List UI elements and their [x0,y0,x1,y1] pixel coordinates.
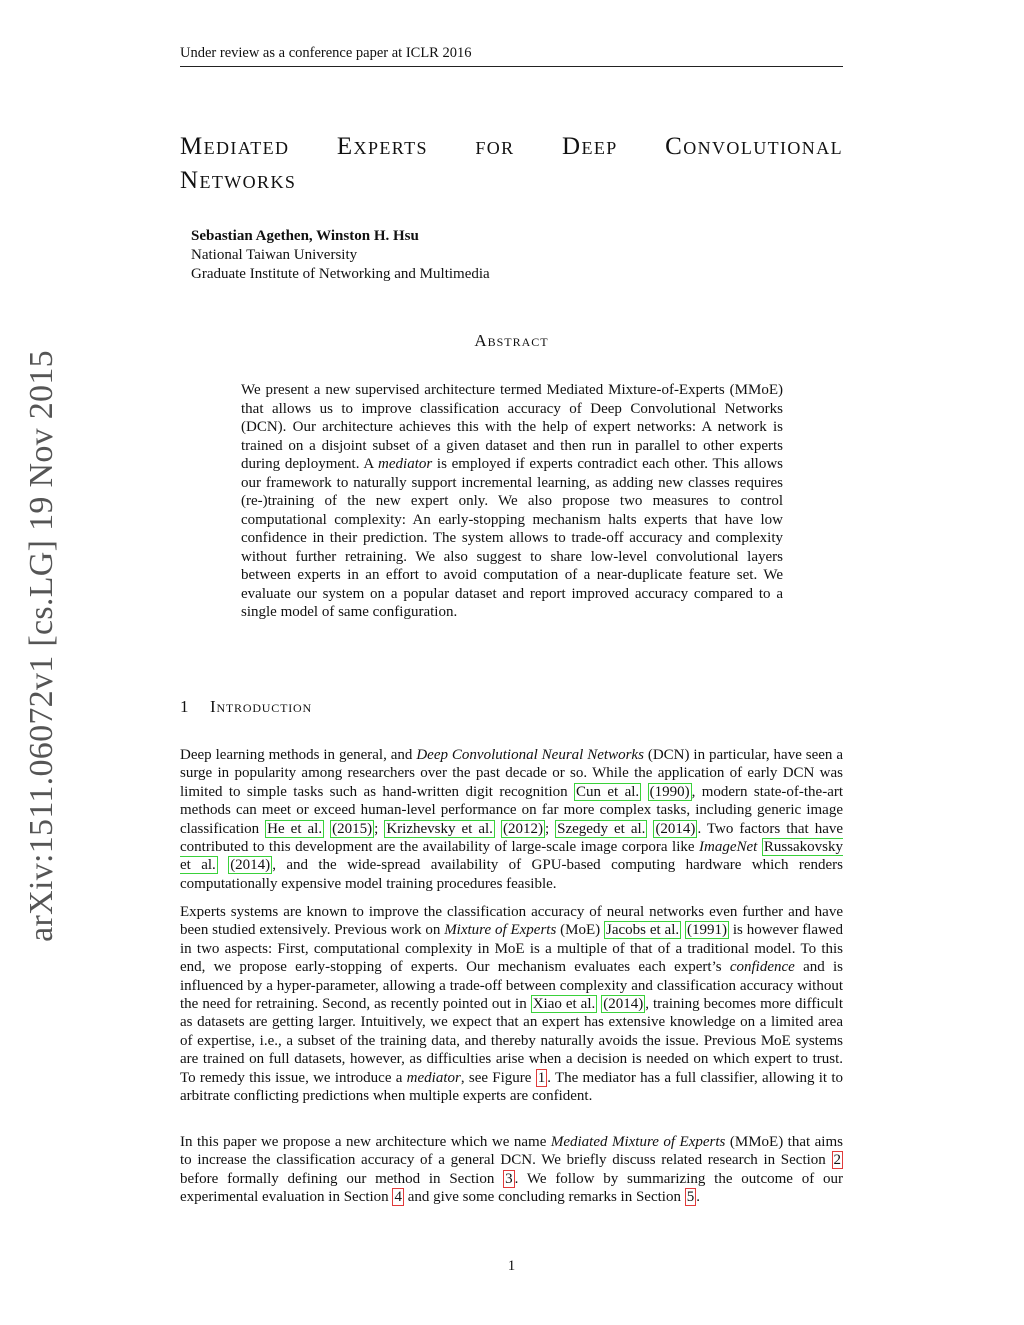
author-block [191,227,791,284]
section-title: Introduction [210,697,312,716]
emphasis: Mediated Mixture of Experts [550,1134,726,1150]
citation-link[interactable]: Jacobs et al. [606,922,680,939]
text-span: . The mediator has a full classifier, allowing it to arbitrate conflicting predictions when multiple experts are confident. [180,1069,843,1105]
paper-title: Mediated Experts for Deep Convolutional [180,133,843,160]
abstract-text-a: We present a new supervised architecture termed Mediated Mixture-of-Experts (MMoE) that allows us to improve classification accuracy of Deep Convolutional Networks (DCN). Our architecture achieves this with the help of expert networks: A network is trained on a disjoint subset of a given dataset and then run in parallel to other experts during deployment. A [241,382,783,472]
text-span: . [696,1189,700,1206]
affiliation-university: National Taiwan University [191,247,358,263]
citation-link[interactable]: He et al. [267,820,323,837]
text-span: . We follow by summarizing the outcome of our experimental evaluation in Section [180,1170,844,1206]
paper-title-line2: Networks [180,167,297,194]
running-head-text: Under review as a conference paper at ICLR 2016 [180,45,472,61]
text-span: , modern state-of-the-art methods can meet or exceed human-level performance on far more complex tasks, including generic image classification [180,783,844,837]
section-ref-link[interactable]: 3 [505,1170,513,1187]
author-names: Sebastian Agethen, Winston H. Hsu [191,228,419,244]
citation-link[interactable]: Cun et al. [576,783,640,800]
citation-year-link[interactable]: (1991) [686,922,727,939]
text-span: before formally defining our method in Section [180,1170,504,1187]
citation-year-link[interactable]: (2014) [655,820,696,837]
citation-year-link[interactable]: (1990) [649,783,690,800]
text-span: (MMoE) that aims to increase the classification accuracy of a general DCN. We briefly discuss related research in Section [180,1134,843,1169]
emphasis: ImageNet [699,839,758,856]
abstract-body [241,381,783,622]
citation-link[interactable]: Russakovsky et al. [180,839,844,874]
section-ref-link[interactable]: 2 [833,1152,841,1169]
affiliation-institute: Graduate Institute of Networking and Multimedia [191,266,490,282]
intro-paragraph-2 [180,903,843,1105]
citation-link[interactable]: Szegedy et al. [557,820,646,837]
arxiv-stamp-text: arXiv:1511.06072v1 [cs.LG] 19 Nov 2015 [23,350,60,942]
text-span: Deep learning methods in general, and [180,747,417,763]
text-span: (DCN) in particular, have seen a surge in popularity among researchers over the past decade or so. While the application of early DCN was limited to simple tasks such as hand-written digit recognition [180,747,843,800]
citation-link[interactable]: Krizhevsky et al. [386,820,493,837]
section-heading-introduction [180,696,843,718]
text-span: In this paper we propose a new architecture which we name [180,1134,551,1150]
intro-paragraph-3 [180,1133,843,1207]
text-span: (MoE) [556,922,605,939]
text-span: , see Figure [460,1069,536,1086]
abstract-emphasis: mediator [378,456,433,472]
text-span: Experts systems are known to improve the classification accuracy of neural networks even further and have been studied extensively. Previous work on [180,904,843,939]
text-span: , training becomes more difficult as datasets are getting larger. Intuitively, we expect that an expert has extensive knowledge on a limited area of expertise, i.e., a subset of the training data, and thereby naturally avoids the issue. Previous MoE systems are trained on full datasets, however, as difficulties arise when a decision is needed on which expert to trust. To remedy this issue, we introduce a [180,996,843,1086]
abstract-text-b: is employed if experts contradict each other. This allows our framework to naturally support incremental learning, as adding new classes requires (re-)training of the new expert only. We also propose two measures to control computational complexity: An early-stopping mechanism halts experts that have low confidence in their prediction. The system allows to trade-off accuracy and complexity without further retraining. We also suggest to share low-level convolutional layers between experts in an effort to avoid computation of a near-duplicate feature set. We evaluate our system on a popular dataset and report improved accuracy compared to a single model of same configuration. [241,456,783,620]
citation-link[interactable]: Xiao et al. [532,996,596,1013]
citation-year-link[interactable]: (2014) [603,996,644,1013]
text-span: . Two factors that have contributed to this development are the availability of large-scale image corpora like [180,820,844,856]
section-ref-link[interactable]: 4 [394,1189,402,1206]
section-number: 1 [180,697,190,716]
emphasis: confidence [729,959,795,976]
text-span: is however flawed in two aspects: First, computational complexity in MoE is a multiple of that of a traditional model. To this end, we propose early-stopping of experts. Our mechanism evaluates each expert’s [180,922,844,976]
citation-year-link[interactable]: (2012) [502,820,543,837]
figure-ref-link[interactable]: 1 [537,1069,546,1086]
page-number: 1 [507,1258,516,1274]
text-span: ; [544,820,556,837]
section-ref-link[interactable]: 5 [686,1189,695,1206]
intro-paragraph-1 [180,746,843,893]
citation-year-link[interactable]: (2015) [332,820,373,837]
citation-year-link[interactable]: (2014) [230,857,271,874]
emphasis: Mixture of Experts [444,922,557,939]
running-header [180,44,843,67]
emphasis: mediator [406,1069,461,1086]
text-span: ; [374,820,385,837]
abstract-heading: Abstract [474,331,549,350]
text-span: , and the wide-spread availability of GPU-based computing hardware which renders computationally expensive model training procedures feasible. [180,857,843,892]
emphasis: Deep Convolutional Neural Networks [416,747,644,763]
text-span: and give some concluding remarks in Section [403,1189,685,1206]
text-span: and is influenced by a hyper-parameter, allowing a trade-off between complexity and classification accuracy without the need for retraining. Second, as recently pointed out in [180,959,843,1013]
